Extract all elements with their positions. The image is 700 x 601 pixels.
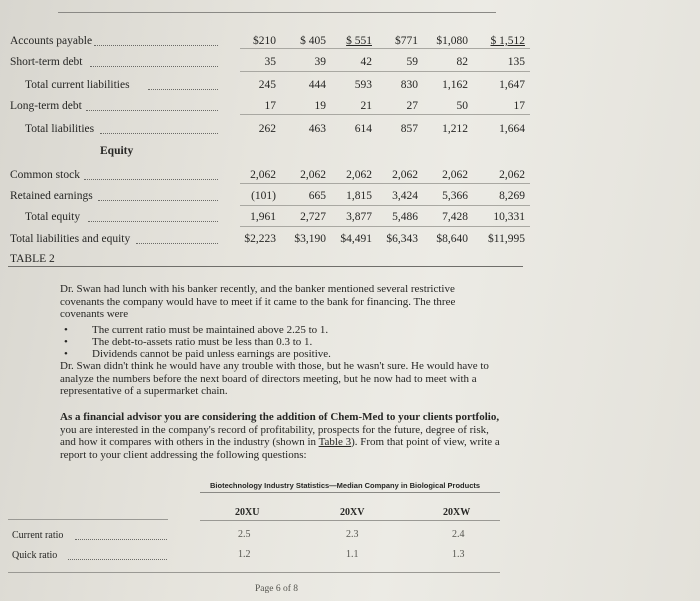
paragraph-advisor-task [60, 411, 500, 461]
equity-value: 2,062 [346, 169, 372, 181]
equity-value: 2,062 [442, 169, 468, 181]
liability-value: 135 [507, 56, 525, 68]
liability-value: 245 [258, 79, 276, 91]
leader-dots [148, 89, 218, 90]
advisor-task-end: ). From that point of view, write a report to your client addressing the following questions: [60, 436, 500, 461]
equity-value: 7,428 [442, 211, 468, 223]
equity-value: 665 [308, 190, 326, 202]
table-bottom-rule [8, 572, 500, 573]
liability-value: $1,080 [436, 35, 468, 47]
equity-value: 3,424 [392, 190, 418, 202]
covenant-item: The debt-to-assets ratio must be less than 0.3 to 1. [92, 336, 313, 348]
row-rule [240, 48, 530, 49]
liability-value: 59 [406, 56, 418, 68]
covenant-item: Dividends cannot be paid unless earnings are positive. [92, 348, 331, 360]
liability-value: 21 [360, 100, 372, 112]
leader-dots [86, 110, 218, 111]
equity-value: 1,815 [346, 190, 372, 202]
advisor-task-rest: you are interested in the company's record of profitability, prospects for the future, degree of risk, and how it compares with others in the industry (shown in [60, 423, 489, 448]
liability-value: 42 [360, 56, 372, 68]
leader-dots [94, 45, 218, 46]
equity-value: $6,343 [386, 233, 418, 245]
leader-dots [84, 179, 218, 180]
paragraph-covenants-intro: Dr. Swan had lunch with his banker recently, and the banker mentioned several restrictive covenants the company would have to meet if it came to the bank for financing. The three covenants were [60, 283, 456, 320]
row-rule [240, 205, 530, 206]
liability-value: 82 [456, 56, 468, 68]
liability-value: 830 [400, 79, 418, 91]
liability-value: $ 1,512 [490, 35, 525, 47]
liability-value: 463 [308, 123, 326, 135]
row-label-total-equity: Total equity [25, 211, 81, 223]
equity-value: $2,223 [244, 233, 276, 245]
row-label-long-term-debt: Long-term debt [10, 100, 82, 112]
row-label-common-stock: Common stock [10, 169, 80, 181]
equity-value: 2,062 [300, 169, 326, 181]
liability-value: 19 [314, 100, 326, 112]
quick-ratio-value: 1.1 [346, 549, 359, 560]
liability-value: $ 551 [346, 35, 372, 47]
row-rule [240, 114, 530, 115]
liability-value: 1,664 [499, 123, 525, 135]
equity-value: (101) [251, 190, 276, 202]
leader-dots [75, 539, 167, 540]
liability-value: 1,647 [499, 79, 525, 91]
left-rule [8, 519, 168, 520]
bullet-marker: • [64, 324, 68, 336]
current-ratio-value: 2.4 [452, 529, 465, 540]
liability-value: 1,212 [442, 123, 468, 135]
bullet-marker: • [64, 336, 68, 348]
liability-value: 262 [258, 123, 276, 135]
liability-value: $210 [253, 35, 276, 47]
liability-value: $ 405 [300, 35, 326, 47]
table-caption: TABLE 2 [10, 253, 55, 265]
quick-ratio-value: 1.3 [452, 549, 465, 560]
leader-dots [136, 243, 218, 244]
leader-dots [98, 200, 218, 201]
column-header: 20XV [340, 507, 365, 518]
quick-ratio-value: 1.2 [238, 549, 251, 560]
covenant-item: The current ratio must be maintained above 2.25 to 1. [92, 324, 329, 336]
row-label-short-term-debt: Short-term debt [10, 56, 83, 68]
liability-value: 27 [406, 100, 418, 112]
row-label-quick-ratio: Quick ratio [12, 550, 58, 561]
equity-value: 10,331 [493, 211, 525, 223]
equity-value: 8,269 [499, 190, 525, 202]
liability-value: 593 [354, 79, 372, 91]
liability-value: 614 [354, 123, 372, 135]
liability-value: 50 [456, 100, 468, 112]
row-label-total-current-liabilities: Total current liabilities [25, 79, 130, 91]
equity-value: 2,727 [300, 211, 326, 223]
equity-value: 1,961 [250, 211, 276, 223]
liability-value: 17 [513, 100, 525, 112]
equity-value: $4,491 [340, 233, 372, 245]
row-label-total-liabilities-and-equity: Total liabilities and equity [10, 233, 131, 245]
row-rule [240, 71, 530, 72]
equity-value: 2,062 [250, 169, 276, 181]
equity-value: $11,995 [488, 233, 525, 245]
current-ratio-value: 2.3 [346, 529, 359, 540]
advisor-task-bold: As a financial advisor you are considering the addition of Chem-Med to your clients portfolio, [60, 411, 500, 423]
equity-value: 5,486 [392, 211, 418, 223]
leader-dots [90, 66, 218, 67]
industry-table-title: Biotechnology Industry Statistics—Median Company in Biological Products [210, 481, 481, 490]
equity-heading: Equity [100, 145, 134, 157]
row-label-total-liabilities: Total liabilities [25, 123, 95, 135]
equity-value: $8,640 [436, 233, 468, 245]
row-rule [240, 183, 530, 184]
header-rule [200, 520, 500, 521]
liability-value: 17 [264, 100, 276, 112]
row-label-current-ratio: Current ratio [12, 530, 64, 541]
equity-value: $3,190 [294, 233, 326, 245]
page-number: Page 6 of 8 [255, 584, 299, 594]
paragraph-swan-thoughts: Dr. Swan didn't think he would have any trouble with those, but he wasn't sure. He would have to analyze the numbers before the next board of directors meeting, but he now had to meet with a representative of a supermarket chain. [60, 360, 489, 397]
liability-value: 39 [314, 56, 326, 68]
leader-dots [68, 559, 167, 560]
liability-value: $771 [395, 35, 418, 47]
column-header: 20XW [443, 507, 471, 518]
equity-value: 2,062 [392, 169, 418, 181]
top-rule [58, 12, 496, 13]
bullet-marker: • [64, 348, 68, 360]
liability-value: 444 [308, 79, 326, 91]
liability-value: 35 [264, 56, 276, 68]
row-rule [240, 226, 530, 227]
current-ratio-value: 2.5 [238, 529, 251, 540]
equity-value: 5,366 [442, 190, 468, 202]
liability-value: 1,162 [442, 79, 468, 91]
liability-value: 857 [400, 123, 418, 135]
row-label-accounts-payable: Accounts payable [10, 35, 93, 47]
equity-value: 2,062 [499, 169, 525, 181]
leader-dots [100, 133, 218, 134]
industry-title-rule [200, 492, 500, 493]
row-label-retained-earnings: Retained earnings [10, 190, 93, 202]
table-3-reference: Table 3 [318, 436, 352, 448]
leader-dots [88, 221, 218, 222]
column-header: 20XU [235, 507, 260, 518]
table-bottom-rule [8, 266, 523, 267]
equity-value: 3,877 [346, 211, 372, 223]
